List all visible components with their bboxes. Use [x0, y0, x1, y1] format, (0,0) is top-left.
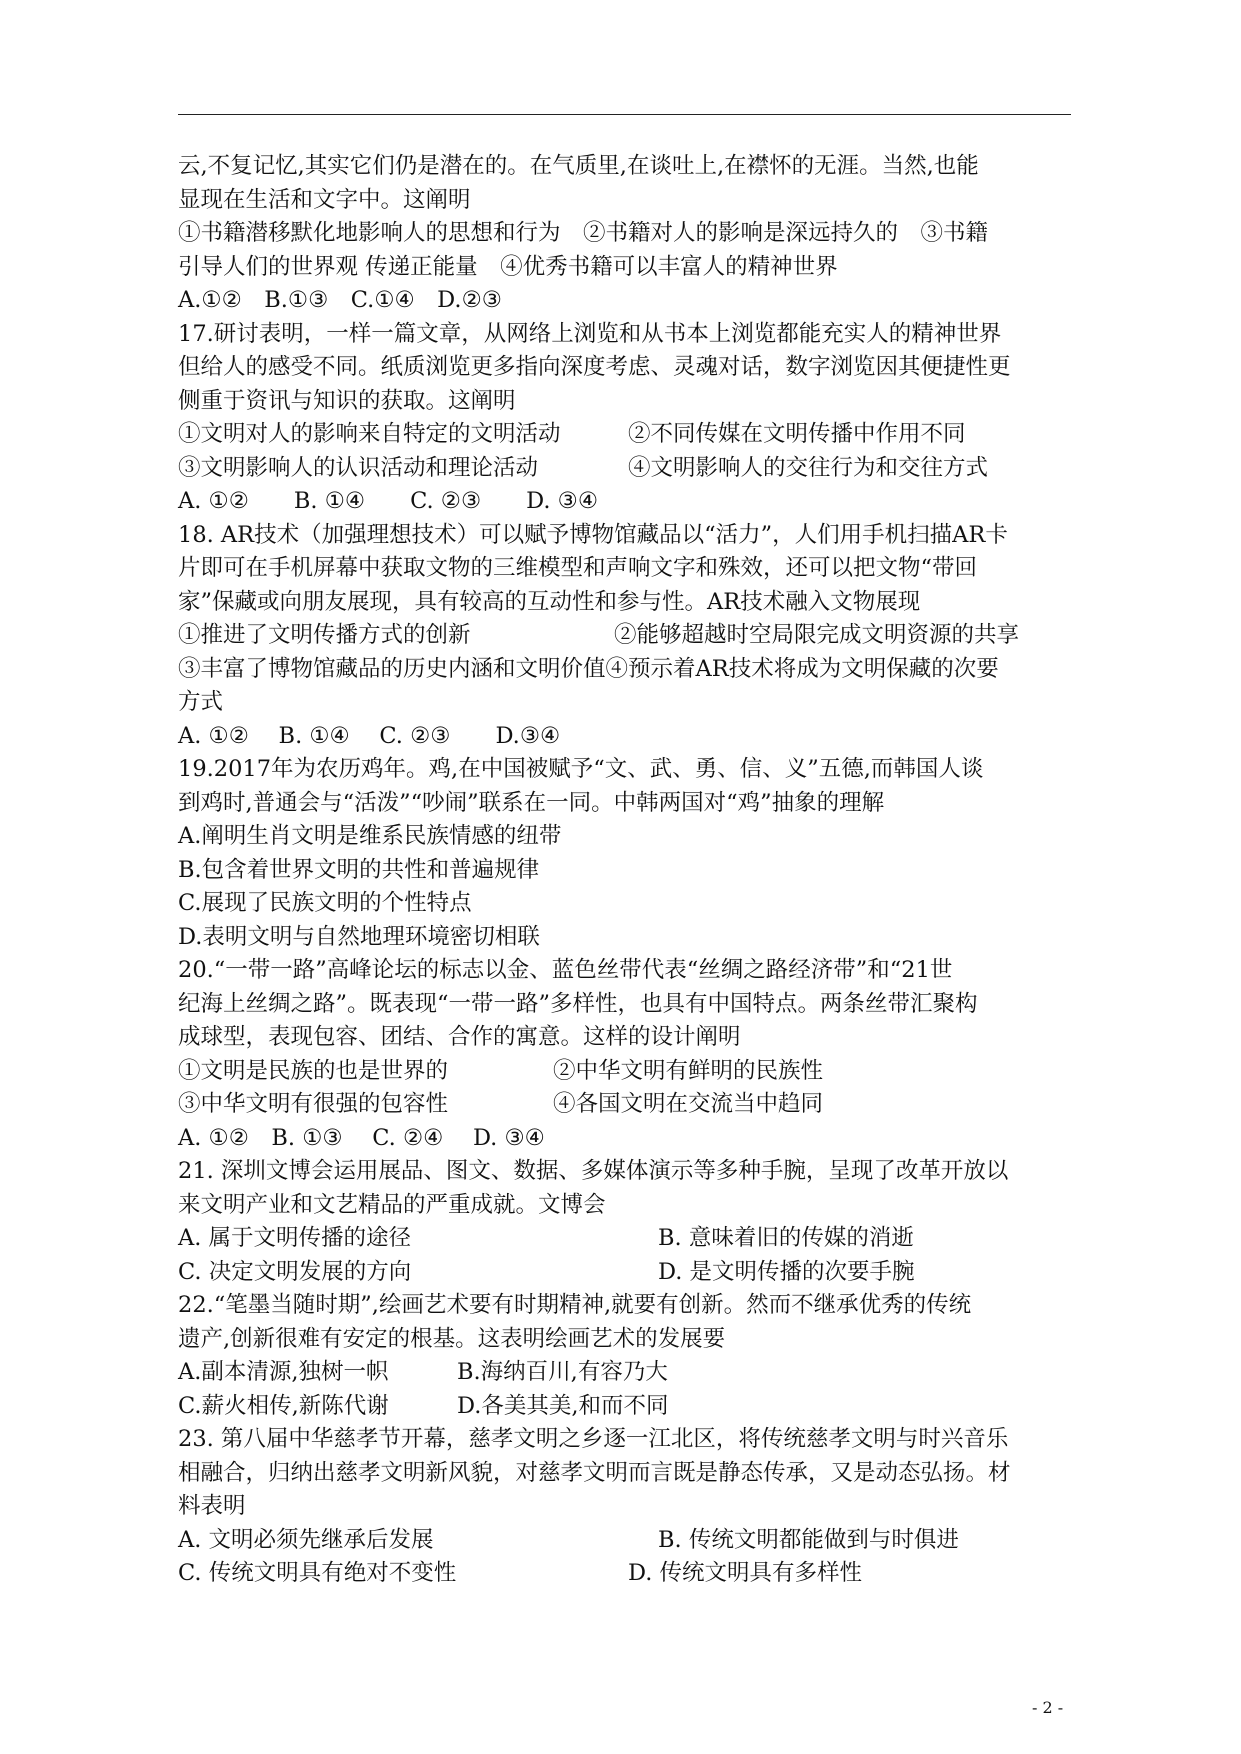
- q21-text-line1: 21. 深圳文博会运用展品、图文、数据、多媒体演示等多种手腕，呈现了改革开放以: [178, 1158, 1009, 1184]
- q22-text-line2: 遗产,创新很难有安定的根基。这表明绘画艺术的发展要: [178, 1325, 726, 1352]
- q23-options-row1: [178, 1524, 1088, 1558]
- q23-text-line1: 23. 第八届中华慈孝节开幕，慈孝文明之乡逐一江北区，将传统慈孝文明与时兴音乐: [178, 1426, 1009, 1452]
- page-number: - 2 -: [1032, 1698, 1064, 1717]
- q23-options-row2: [178, 1557, 1088, 1591]
- q20-options-row1: [178, 1055, 1088, 1089]
- q16-options-line2: 引导人们的世界观 传递正能量 ④优秀书籍可以丰富人的精神世界: [178, 253, 838, 280]
- q19-option-d: D.表明文明与自然地理环境密切相联: [178, 923, 540, 950]
- q21-option-d: D. 是文明传播的次要手腕: [658, 1258, 915, 1285]
- q19-text-line2: 到鸡时,普通会与“活泼”“吵闹”联系在一同。中韩两国对“鸡”抽象的理解: [178, 789, 885, 816]
- exam-page-content: [178, 150, 1088, 1591]
- q20-text-line1: 20.“一带一路”高峰论坛的标志以金、蓝色丝带代表“丝绸之路经济带”和“21世: [178, 957, 953, 983]
- q20-text-line3: 成球型，表现包容、团结、合作的寓意。这样的设计阐明: [178, 1024, 741, 1050]
- q18-option-2: ②能够超越时空局限完成文明资源的共享: [614, 622, 1020, 648]
- q22-text-line1: 22.“笔墨当随时期”,绘画艺术要有时期精神,就要有创新。然而不继承优秀的传统: [178, 1292, 972, 1318]
- q18-answer-choices: A. ①② B. ①④ C. ②③ D.③④: [178, 722, 561, 749]
- q21-text-line2: 来文明产业和文艺精品的严重成就。文博会: [178, 1191, 606, 1218]
- q22-option-d: D.各美其美,和而不同: [457, 1392, 669, 1419]
- q20-answer-choices: A. ①② B. ①③ C. ②④ D. ③④: [178, 1124, 545, 1151]
- q17-options-row1: [178, 418, 1088, 452]
- q22-options-row1: [178, 1356, 1088, 1390]
- q21-option-b: B. 意味着旧的传媒的消逝: [658, 1225, 914, 1251]
- q20-text-line2: 纪海上丝绸之路”。既表现“一带一路”多样性，也具有中国特点。两条丝带汇聚构: [178, 990, 978, 1017]
- q23-text-line2: 相融合，归纳出慈孝文明新风貌，对慈孝文明而言既是静态传承，又是动态弘扬。材: [178, 1459, 1011, 1486]
- q22-option-a: A.副本清源,独树一帜: [178, 1359, 389, 1385]
- q17-option-1: ①文明对人的影响来自特定的文明活动: [178, 421, 561, 447]
- q16-options-line1: ①书籍潜移默化地影响人的思想和行为 ②书籍对人的影响是深远持久的 ③书籍: [178, 220, 989, 246]
- q18-option-1: ①推进了文明传播方式的创新: [178, 622, 471, 648]
- header-rule: [178, 114, 1071, 115]
- q17-text-line3: 侧重于资讯与知识的获取。这阐明: [178, 387, 516, 414]
- q19-option-c: C.展现了民族文明的个性特点: [178, 890, 472, 916]
- q23-text-line3: 料表明: [178, 1493, 246, 1519]
- q18-text-line3: 家”保藏或向朋友展现，具有较高的互动性和参与性。AR技术融入文物展现: [178, 588, 921, 615]
- q22-option-c: C.薪火相传,新陈代谢: [178, 1392, 389, 1419]
- q21-option-c: C. 决定文明发展的方向: [178, 1258, 412, 1285]
- q23-option-c: C. 传统文明具有绝对不变性: [178, 1560, 457, 1586]
- q20-option-2: ②中华文明有鲜明的民族性: [553, 1057, 824, 1084]
- q16-text-line1: 云,不复记忆,其实它们仍是潜在的。在气质里,在谈吐上,在襟怀的无涯。当然,也能: [178, 153, 979, 179]
- q17-text-line1: 17.研讨表明，一样一篇文章，从网络上浏览和从书本上浏览都能充实人的精神世界: [178, 320, 1002, 347]
- q16-text-line2: 显现在生活和文字中。这阐明: [178, 186, 471, 213]
- q21-options-row2: [178, 1256, 1088, 1290]
- q18-option-3-4-line1: ③丰富了博物馆藏品的历史内涵和文明价值④预示着AR技术将成为文明保藏的次要: [178, 655, 999, 682]
- q21-option-a: A. 属于文明传播的途径: [178, 1225, 412, 1251]
- q19-option-a: A.阐明生肖文明是维系民族情感的纽带: [178, 823, 562, 849]
- q20-options-row2: [178, 1088, 1088, 1122]
- q23-option-a: A. 文明必须先继承后发展: [178, 1526, 434, 1553]
- q17-option-3: ③文明影响人的认识活动和理论活动: [178, 454, 539, 481]
- q22-option-b: B.海纳百川,有容乃大: [457, 1359, 668, 1385]
- q19-option-b: B.包含着世界文明的共性和普遍规律: [178, 856, 540, 883]
- q18-text-line1: 18. AR技术（加强理想技术）可以赋予博物馆藏品以“活力”，人们用手机扫描AR卡: [178, 521, 1008, 548]
- q23-option-b: B. 传统文明都能做到与时俱进: [658, 1526, 959, 1553]
- q17-options-row2: [178, 452, 1088, 486]
- q16-answer-choices: A.①② B.①③ C.①④ D.②③: [178, 287, 502, 313]
- q19-text-line1: 19.2017年为农历鸡年。鸡,在中国被赋予“文、武、勇、信、义”五德,而韩国人谈: [178, 756, 984, 782]
- q18-option-3-4-line2: 方式: [178, 689, 224, 715]
- q18-options-row1: [178, 619, 1088, 653]
- q20-option-4: ④各国文明在交流当中趋同: [553, 1091, 824, 1117]
- q20-option-3: ③中华文明有很强的包容性: [178, 1091, 449, 1117]
- q17-answer-choices: A. ①② B. ①④ C. ②③ D. ③④: [178, 488, 599, 514]
- q20-option-1: ①文明是民族的也是世界的: [178, 1057, 449, 1084]
- q23-option-d: D. 传统文明具有多样性: [628, 1560, 863, 1586]
- q17-option-2: ②不同传媒在文明传播中作用不同: [628, 421, 966, 447]
- q17-option-4: ④文明影响人的交往行为和交往方式: [628, 454, 989, 481]
- q17-text-line2: 但给人的感受不同。纸质浏览更多指向深度考虑、灵魂对话，数字浏览因其便捷性更: [178, 354, 1011, 380]
- q21-options-row1: [178, 1222, 1088, 1256]
- q22-options-row2: [178, 1390, 1088, 1424]
- q18-text-line2: 片即可在手机屏幕中获取文物的三维模型和声响文字和殊效，还可以把文物“带回: [178, 555, 978, 581]
